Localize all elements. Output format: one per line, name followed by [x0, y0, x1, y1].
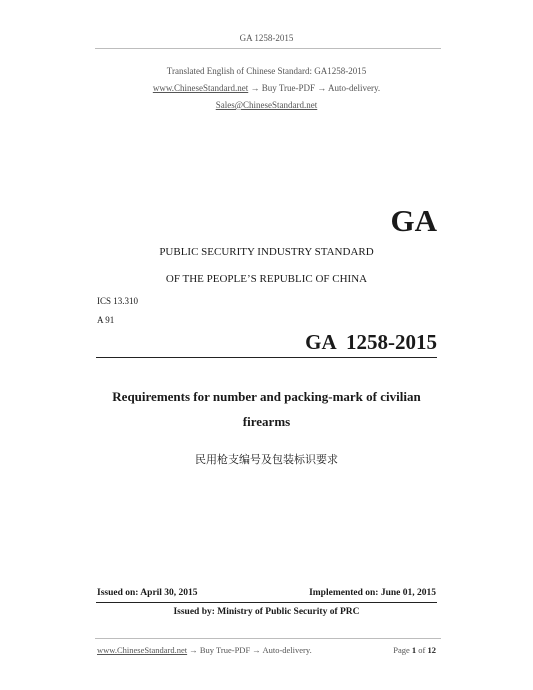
title-en-line-1: Requirements for number and packing-mark of civilian [112, 389, 421, 404]
page-indicator [393, 645, 436, 655]
industry-line-2: OF THE PEOPLE’S REPUBLIC OF CHINA [165, 273, 368, 285]
page-of: of [418, 645, 426, 655]
dates-rule [96, 602, 437, 603]
issued-date: Issued on: April 30, 2015 [97, 588, 198, 598]
footer-buy-text: → Buy True-PDF → Auto-delivery. [189, 645, 312, 655]
footer-rule [95, 638, 441, 639]
page-label: Page [393, 645, 410, 655]
chinesestandard-link[interactable]: www.ChineseStandard.net [152, 83, 249, 93]
sales-email-link[interactable]: Sales@ChineseStandard.net [215, 100, 318, 110]
issued-by: Issued by: Ministry of Public Security of PRC [173, 607, 360, 617]
header-rule [95, 48, 441, 49]
footer-chinesestandard-link[interactable]: www.ChineseStandard.net [97, 645, 188, 655]
page-total: 12 [427, 645, 436, 655]
footer-links [97, 645, 312, 655]
buy-pdf-text: → Buy True-PDF → Auto-delivery. [250, 83, 381, 93]
implemented-date: Implemented on: June 01, 2015 [309, 588, 436, 598]
page-current: 1 [411, 645, 417, 655]
banner-line-3 [0, 100, 533, 110]
classification-code: A 91 [97, 315, 115, 325]
running-header: GA 1258-2015 [239, 33, 294, 43]
title-cn: 民用枪支编号及包装标识要求 [195, 453, 338, 466]
title-en-line-2: firearms [242, 414, 291, 429]
banner-line-1: Translated English of Chinese Standard: GA1258-2015 [166, 66, 367, 76]
title-rule [96, 357, 437, 358]
banner-line-2 [0, 83, 533, 93]
standard-code-mark: GA [390, 203, 437, 238]
standard-number: GA 1258-2015 [305, 330, 437, 354]
industry-line-1: PUBLIC SECURITY INDUSTRY STANDARD [159, 246, 374, 258]
ics-code: ICS 13.310 [97, 296, 139, 306]
